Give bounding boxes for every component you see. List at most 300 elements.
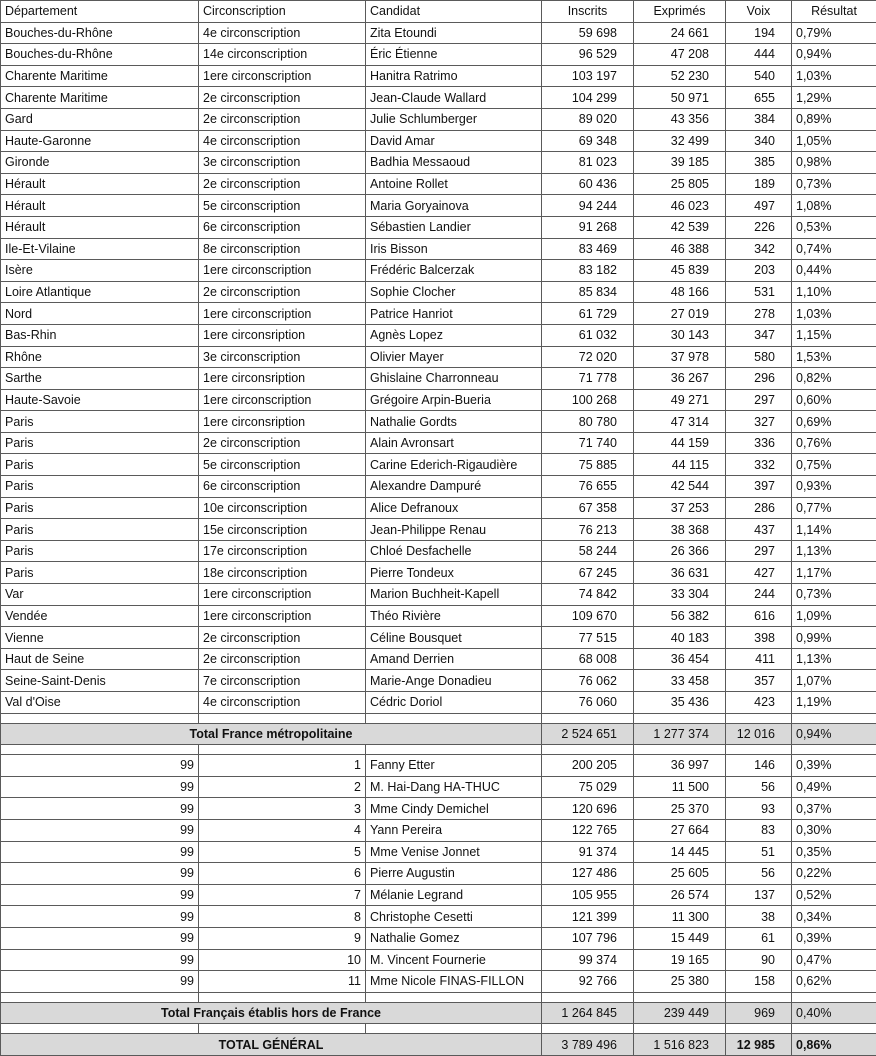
departement-cell: Vienne: [1, 627, 199, 649]
inscrits-cell: 80 780: [542, 411, 634, 433]
exprimes-cell: 39 185: [634, 152, 726, 174]
exprimes-cell: 35 436: [634, 692, 726, 714]
circonscription-cell: 5e circonscription: [199, 454, 366, 476]
header-candidat: Candidat: [366, 1, 542, 23]
candidat-cell: Maria Goryainova: [366, 195, 542, 217]
circonscription-cell: 6: [199, 863, 366, 885]
circonscription-cell: 14e circonscription: [199, 44, 366, 66]
candidat-cell: Marion Buchheit-Kapell: [366, 584, 542, 606]
voix-cell: 61: [726, 927, 792, 949]
voix-cell: 540: [726, 65, 792, 87]
circonscription-cell: 17e circonscription: [199, 540, 366, 562]
circonscription-cell: 8e circonscription: [199, 238, 366, 260]
voix-cell: 336: [726, 432, 792, 454]
inscrits-cell: 61 729: [542, 303, 634, 325]
spacer-cell: [199, 992, 366, 1002]
inscrits-cell: 96 529: [542, 44, 634, 66]
total-resultat: 0,86%: [792, 1034, 876, 1056]
inscrits-cell: 121 399: [542, 906, 634, 928]
departement-cell: Vendée: [1, 605, 199, 627]
departement-cell: 99: [1, 776, 199, 798]
resultat-cell: 0,62%: [792, 971, 876, 993]
candidat-cell: Hanitra Ratrimo: [366, 65, 542, 87]
departement-cell: Gard: [1, 108, 199, 130]
candidat-cell: Zita Etoundi: [366, 22, 542, 44]
resultat-cell: 0,99%: [792, 627, 876, 649]
exprimes-cell: 27 019: [634, 303, 726, 325]
candidat-cell: Grégoire Arpin-Bueria: [366, 389, 542, 411]
exprimes-cell: 56 382: [634, 605, 726, 627]
circonscription-cell: 1ere circonscription: [199, 260, 366, 282]
inscrits-cell: 107 796: [542, 927, 634, 949]
voix-cell: 51: [726, 841, 792, 863]
voix-cell: 580: [726, 346, 792, 368]
departement-cell: Paris: [1, 497, 199, 519]
circonscription-cell: 6e circonscription: [199, 476, 366, 498]
total-inscrits: 3 789 496: [542, 1034, 634, 1056]
candidat-cell: Théo Rivière: [366, 605, 542, 627]
table-row: [1, 346, 876, 368]
exprimes-cell: 27 664: [634, 819, 726, 841]
inscrits-cell: 105 955: [542, 884, 634, 906]
exprimes-cell: 46 023: [634, 195, 726, 217]
resultat-cell: 0,94%: [792, 44, 876, 66]
table-row: [1, 906, 876, 928]
departement-cell: Hérault: [1, 195, 199, 217]
departement-cell: Paris: [1, 411, 199, 433]
total-voix: 969: [726, 1002, 792, 1024]
voix-cell: 347: [726, 324, 792, 346]
voix-cell: 189: [726, 173, 792, 195]
resultat-cell: 0,34%: [792, 906, 876, 928]
spacer-cell: [199, 713, 366, 723]
circonscription-cell: 10: [199, 949, 366, 971]
table-row: [1, 927, 876, 949]
candidat-cell: Pierre Tondeux: [366, 562, 542, 584]
exprimes-cell: 40 183: [634, 627, 726, 649]
resultat-cell: 0,22%: [792, 863, 876, 885]
resultat-cell: 0,39%: [792, 755, 876, 777]
table-row: [1, 87, 876, 109]
candidat-cell: Yann Pereira: [366, 819, 542, 841]
inscrits-cell: 85 834: [542, 281, 634, 303]
table-row: [1, 755, 876, 777]
inscrits-cell: 104 299: [542, 87, 634, 109]
departement-cell: Val d'Oise: [1, 692, 199, 714]
exprimes-cell: 33 458: [634, 670, 726, 692]
candidat-cell: Amand Derrien: [366, 648, 542, 670]
resultat-cell: 0,69%: [792, 411, 876, 433]
exprimes-cell: 24 661: [634, 22, 726, 44]
table-row: [1, 863, 876, 885]
inscrits-cell: 60 436: [542, 173, 634, 195]
candidat-cell: Fanny Etter: [366, 755, 542, 777]
exprimes-cell: 36 454: [634, 648, 726, 670]
circonscription-cell: 2e circonscription: [199, 281, 366, 303]
resultat-cell: 0,76%: [792, 432, 876, 454]
table-row: [1, 238, 876, 260]
departement-cell: Bouches-du-Rhône: [1, 44, 199, 66]
total-label: TOTAL GÉNÉRAL: [1, 1034, 542, 1056]
inscrits-cell: 99 374: [542, 949, 634, 971]
inscrits-cell: 91 374: [542, 841, 634, 863]
resultat-cell: 0,49%: [792, 776, 876, 798]
table-row: [1, 389, 876, 411]
departement-cell: 99: [1, 971, 199, 993]
departement-cell: 99: [1, 798, 199, 820]
departement-cell: Charente Maritime: [1, 87, 199, 109]
exprimes-cell: 32 499: [634, 130, 726, 152]
spacer-cell: [542, 713, 634, 723]
table-row: [1, 22, 876, 44]
candidat-cell: M. Vincent Fournerie: [366, 949, 542, 971]
table-row: [1, 798, 876, 820]
exprimes-cell: 25 605: [634, 863, 726, 885]
spacer-cell: [792, 713, 876, 723]
exprimes-cell: 42 539: [634, 216, 726, 238]
total-resultat: 0,94%: [792, 723, 876, 745]
table-row: [1, 884, 876, 906]
inscrits-cell: 75 029: [542, 776, 634, 798]
inscrits-cell: 67 245: [542, 562, 634, 584]
inscrits-cell: 103 197: [542, 65, 634, 87]
inscrits-cell: 83 469: [542, 238, 634, 260]
circonscription-cell: 1ere circonscription: [199, 65, 366, 87]
inscrits-cell: 58 244: [542, 540, 634, 562]
resultat-cell: 0,60%: [792, 389, 876, 411]
inscrits-cell: 61 032: [542, 324, 634, 346]
resultat-cell: 0,73%: [792, 584, 876, 606]
total-hors-france-row: [1, 1002, 876, 1024]
voix-cell: 244: [726, 584, 792, 606]
candidat-cell: Jean-Philippe Renau: [366, 519, 542, 541]
total-inscrits: 1 264 845: [542, 1002, 634, 1024]
exprimes-cell: 25 380: [634, 971, 726, 993]
voix-cell: 531: [726, 281, 792, 303]
table-row: [1, 368, 876, 390]
candidat-cell: Marie-Ange Donadieu: [366, 670, 542, 692]
table-row: [1, 949, 876, 971]
voix-cell: 90: [726, 949, 792, 971]
voix-cell: 286: [726, 497, 792, 519]
table-row: [1, 540, 876, 562]
voix-cell: 38: [726, 906, 792, 928]
inscrits-cell: 76 213: [542, 519, 634, 541]
candidat-cell: Céline Bousquet: [366, 627, 542, 649]
resultat-cell: 1,14%: [792, 519, 876, 541]
departement-cell: 99: [1, 863, 199, 885]
voix-cell: 194: [726, 22, 792, 44]
departement-cell: 99: [1, 927, 199, 949]
candidat-cell: Nathalie Gordts: [366, 411, 542, 433]
table-row: [1, 605, 876, 627]
candidat-cell: Antoine Rollet: [366, 173, 542, 195]
inscrits-cell: 200 205: [542, 755, 634, 777]
resultat-cell: 1,17%: [792, 562, 876, 584]
candidat-cell: Mme Nicole FINAS-FILLON: [366, 971, 542, 993]
spacer-cell: [366, 992, 542, 1002]
header-voix: Voix: [726, 1, 792, 23]
spacer-cell: [634, 745, 726, 755]
candidat-cell: Mélanie Legrand: [366, 884, 542, 906]
circonscription-cell: 4e circonscription: [199, 22, 366, 44]
exprimes-cell: 30 143: [634, 324, 726, 346]
exprimes-cell: 25 805: [634, 173, 726, 195]
resultat-cell: 1,15%: [792, 324, 876, 346]
total-exprimes: 239 449: [634, 1002, 726, 1024]
voix-cell: 437: [726, 519, 792, 541]
resultat-cell: 1,53%: [792, 346, 876, 368]
voix-cell: 137: [726, 884, 792, 906]
voix-cell: 423: [726, 692, 792, 714]
inscrits-cell: 71 778: [542, 368, 634, 390]
total-inscrits: 2 524 651: [542, 723, 634, 745]
resultat-cell: 1,03%: [792, 303, 876, 325]
inscrits-cell: 91 268: [542, 216, 634, 238]
candidat-cell: Alain Avronsart: [366, 432, 542, 454]
circonscription-cell: 1: [199, 755, 366, 777]
circonscription-cell: 2e circonscription: [199, 432, 366, 454]
resultat-cell: 1,09%: [792, 605, 876, 627]
spacer-cell: [542, 992, 634, 1002]
resultat-cell: 1,13%: [792, 540, 876, 562]
departement-cell: Haute-Garonne: [1, 130, 199, 152]
circonscription-cell: 18e circonscription: [199, 562, 366, 584]
exprimes-cell: 47 208: [634, 44, 726, 66]
circonscription-cell: 5: [199, 841, 366, 863]
candidat-cell: Patrice Hanriot: [366, 303, 542, 325]
departement-cell: Sarthe: [1, 368, 199, 390]
total-voix: 12 985: [726, 1034, 792, 1056]
table-row: [1, 497, 876, 519]
departement-cell: Charente Maritime: [1, 65, 199, 87]
spacer-cell: [1, 1024, 199, 1034]
spacer-cell: [726, 745, 792, 755]
voix-cell: 497: [726, 195, 792, 217]
inscrits-cell: 89 020: [542, 108, 634, 130]
exprimes-cell: 47 314: [634, 411, 726, 433]
departement-cell: 99: [1, 841, 199, 863]
exprimes-cell: 11 300: [634, 906, 726, 928]
resultat-cell: 0,53%: [792, 216, 876, 238]
circonscription-cell: 1ere circonsription: [199, 368, 366, 390]
circonscription-cell: 2e circonscription: [199, 87, 366, 109]
total-label: Total Français établis hors de France: [1, 1002, 542, 1024]
table-row: [1, 152, 876, 174]
resultat-cell: 0,82%: [792, 368, 876, 390]
table-row: [1, 195, 876, 217]
circonscription-cell: 2: [199, 776, 366, 798]
resultat-cell: 0,52%: [792, 884, 876, 906]
voix-cell: 397: [726, 476, 792, 498]
exprimes-cell: 37 978: [634, 346, 726, 368]
voix-cell: 297: [726, 540, 792, 562]
inscrits-cell: 71 740: [542, 432, 634, 454]
departement-cell: Bas-Rhin: [1, 324, 199, 346]
voix-cell: 56: [726, 863, 792, 885]
exprimes-cell: 52 230: [634, 65, 726, 87]
table-row: [1, 454, 876, 476]
departement-cell: Hérault: [1, 216, 199, 238]
resultat-cell: 1,07%: [792, 670, 876, 692]
circonscription-cell: 2e circonscription: [199, 627, 366, 649]
exprimes-cell: 19 165: [634, 949, 726, 971]
total-exprimes: 1 516 823: [634, 1034, 726, 1056]
inscrits-cell: 94 244: [542, 195, 634, 217]
exprimes-cell: 42 544: [634, 476, 726, 498]
spacer-cell: [726, 1024, 792, 1034]
candidat-cell: Alexandre Dampuré: [366, 476, 542, 498]
spacer-cell: [1, 992, 199, 1002]
header-resultat: Résultat: [792, 1, 876, 23]
candidat-cell: Pierre Augustin: [366, 863, 542, 885]
spacer-cell: [542, 745, 634, 755]
total-exprimes: 1 277 374: [634, 723, 726, 745]
voix-cell: 385: [726, 152, 792, 174]
circonscription-cell: 11: [199, 971, 366, 993]
table-row: [1, 44, 876, 66]
resultat-cell: 0,39%: [792, 927, 876, 949]
spacer-cell: [634, 992, 726, 1002]
candidat-cell: David Amar: [366, 130, 542, 152]
circonscription-cell: 5e circonscription: [199, 195, 366, 217]
inscrits-cell: 92 766: [542, 971, 634, 993]
table-row: [1, 411, 876, 433]
total-metropole-row: [1, 723, 876, 745]
spacer-row: [1, 1024, 876, 1034]
inscrits-cell: 72 020: [542, 346, 634, 368]
exprimes-cell: 46 388: [634, 238, 726, 260]
departement-cell: Nord: [1, 303, 199, 325]
circonscription-cell: 2e circonscription: [199, 108, 366, 130]
voix-cell: 444: [726, 44, 792, 66]
total-label: Total France métropolitaine: [1, 723, 542, 745]
departement-cell: Paris: [1, 540, 199, 562]
circonscription-cell: 1ere circonscription: [199, 303, 366, 325]
table-row: [1, 260, 876, 282]
inscrits-cell: 120 696: [542, 798, 634, 820]
table-row: [1, 303, 876, 325]
resultat-cell: 1,08%: [792, 195, 876, 217]
candidat-cell: Carine Ederich-Rigaudière: [366, 454, 542, 476]
candidat-cell: Mme Venise Jonnet: [366, 841, 542, 863]
candidat-cell: Frédéric Balcerzak: [366, 260, 542, 282]
circonscription-cell: 7: [199, 884, 366, 906]
circonscription-cell: 10e circonscription: [199, 497, 366, 519]
table-row: [1, 173, 876, 195]
circonscription-cell: 1ere circonscription: [199, 584, 366, 606]
header-circonscription: Circonscription: [199, 1, 366, 23]
departement-cell: Bouches-du-Rhône: [1, 22, 199, 44]
exprimes-cell: 26 574: [634, 884, 726, 906]
circonscription-cell: 7e circonscription: [199, 670, 366, 692]
voix-cell: 655: [726, 87, 792, 109]
inscrits-cell: 69 348: [542, 130, 634, 152]
voix-cell: 93: [726, 798, 792, 820]
departement-cell: Rhône: [1, 346, 199, 368]
resultat-cell: 0,30%: [792, 819, 876, 841]
table-row: [1, 476, 876, 498]
table-row: [1, 65, 876, 87]
departement-cell: Paris: [1, 432, 199, 454]
exprimes-cell: 36 267: [634, 368, 726, 390]
voix-cell: 340: [726, 130, 792, 152]
exprimes-cell: 49 271: [634, 389, 726, 411]
voix-cell: 327: [726, 411, 792, 433]
circonscription-cell: 3: [199, 798, 366, 820]
table-row: [1, 819, 876, 841]
resultat-cell: 0,79%: [792, 22, 876, 44]
table-row: [1, 432, 876, 454]
candidat-cell: Christophe Cesetti: [366, 906, 542, 928]
table-row: [1, 324, 876, 346]
candidat-cell: Éric Étienne: [366, 44, 542, 66]
header-row: [1, 1, 876, 23]
spacer-cell: [726, 992, 792, 1002]
candidat-cell: Agnès Lopez: [366, 324, 542, 346]
departement-cell: Paris: [1, 519, 199, 541]
table-row: [1, 130, 876, 152]
candidat-cell: Ghislaine Charronneau: [366, 368, 542, 390]
inscrits-cell: 109 670: [542, 605, 634, 627]
table-row: [1, 670, 876, 692]
departement-cell: Haute-Savoie: [1, 389, 199, 411]
circonscription-cell: 4: [199, 819, 366, 841]
header-inscrits: Inscrits: [542, 1, 634, 23]
departement-cell: Var: [1, 584, 199, 606]
resultat-cell: 0,93%: [792, 476, 876, 498]
departement-cell: Paris: [1, 454, 199, 476]
spacer-cell: [366, 745, 542, 755]
candidat-cell: Olivier Mayer: [366, 346, 542, 368]
resultat-cell: 1,19%: [792, 692, 876, 714]
candidat-cell: Cédric Doriol: [366, 692, 542, 714]
voix-cell: 616: [726, 605, 792, 627]
exprimes-cell: 14 445: [634, 841, 726, 863]
inscrits-cell: 83 182: [542, 260, 634, 282]
voix-cell: 83: [726, 819, 792, 841]
circonscription-cell: 2e circonscription: [199, 648, 366, 670]
circonscription-cell: 4e circonscription: [199, 130, 366, 152]
exprimes-cell: 33 304: [634, 584, 726, 606]
voix-cell: 398: [726, 627, 792, 649]
resultat-cell: 1,13%: [792, 648, 876, 670]
inscrits-cell: 68 008: [542, 648, 634, 670]
departement-cell: Paris: [1, 562, 199, 584]
table-row: [1, 519, 876, 541]
total-general-row: [1, 1034, 876, 1056]
inscrits-cell: 122 765: [542, 819, 634, 841]
candidat-cell: Sophie Clocher: [366, 281, 542, 303]
circonscription-cell: 1ere circonscription: [199, 389, 366, 411]
spacer-cell: [792, 992, 876, 1002]
voix-cell: 158: [726, 971, 792, 993]
circonscription-cell: 9: [199, 927, 366, 949]
inscrits-cell: 127 486: [542, 863, 634, 885]
exprimes-cell: 45 839: [634, 260, 726, 282]
spacer-cell: [1, 713, 199, 723]
table-row: [1, 841, 876, 863]
table-body: [1, 22, 876, 1055]
total-voix: 12 016: [726, 723, 792, 745]
departement-cell: Haut de Seine: [1, 648, 199, 670]
departement-cell: 99: [1, 884, 199, 906]
exprimes-cell: 48 166: [634, 281, 726, 303]
spacer-row: [1, 745, 876, 755]
departement-cell: 99: [1, 819, 199, 841]
exprimes-cell: 44 159: [634, 432, 726, 454]
resultat-cell: 0,35%: [792, 841, 876, 863]
